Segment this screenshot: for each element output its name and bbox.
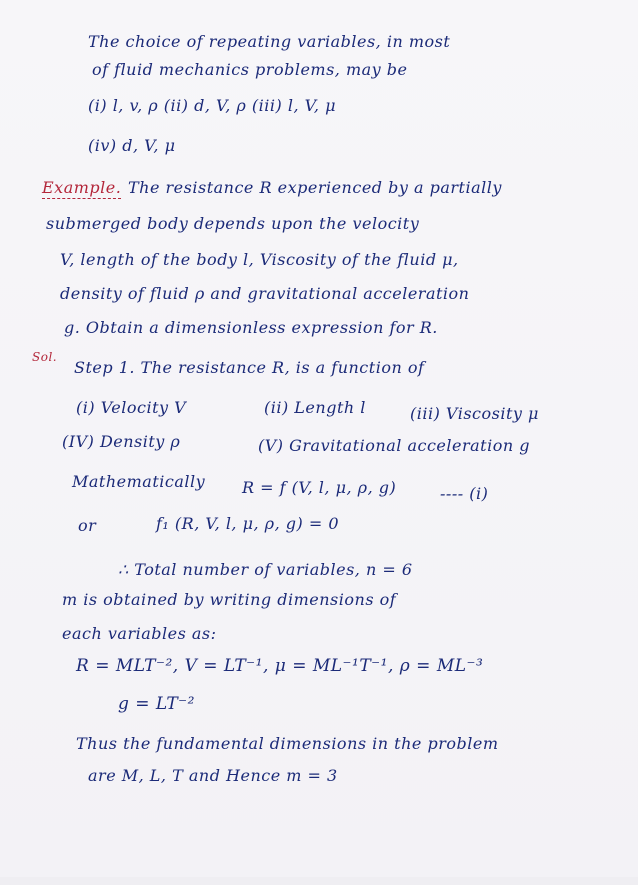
solution-label: Sol. — [32, 350, 58, 364]
m-obtained-line: m is obtained by writing dimensions of — [62, 590, 397, 609]
step-1-line: Step 1. The resistance R, is a function of — [74, 358, 425, 377]
function-equation: R = f (V, l, μ, ρ, g) — [242, 478, 397, 497]
options-line-2: (iv) d, V, μ — [88, 136, 176, 155]
example-line-3: V, length of the body l, Viscosity of the fluid μ, — [60, 250, 459, 269]
example-line-1: The resistance R experienced by a partially — [128, 178, 502, 197]
gravity-dimension: g = LT⁻² — [118, 694, 195, 714]
example-line-2: submerged body depends upon the velocity — [46, 214, 420, 233]
intro-line-1: The choice of repeating variables, in most — [88, 32, 451, 51]
variable-length: (ii) Length l — [264, 398, 366, 417]
mathematically-label: Mathematically — [72, 472, 206, 491]
variable-gravity: (V) Gravitational acceleration g — [258, 436, 530, 455]
each-variables-line: each variables as: — [62, 624, 217, 643]
m-value-line: are M, L, T and Hence m = 3 — [88, 766, 338, 785]
fundamental-dimensions-line: Thus the fundamental dimensions in the problem — [76, 734, 499, 753]
example-line-4: density of fluid ρ and gravitational acceleration — [60, 284, 470, 303]
dimensions-equation: R = MLT⁻², V = LT⁻¹, μ = ML⁻¹T⁻¹, ρ = ML⁻³ — [76, 656, 484, 676]
page-bottom-edge — [0, 877, 638, 885]
variable-density: (IV) Density ρ — [62, 432, 181, 451]
example-line-5: g. Obtain a dimensionless expression for R. — [64, 318, 438, 337]
intro-line-2: of fluid mechanics problems, may be — [92, 60, 408, 79]
equation-number: ---- (i) — [440, 484, 489, 503]
or-label: or — [78, 516, 97, 535]
total-variables-line: ∴ Total number of variables, n = 6 — [118, 560, 413, 579]
variable-viscosity: (iii) Viscosity μ — [410, 404, 539, 423]
variable-velocity: (i) Velocity V — [76, 398, 187, 417]
implicit-function-equation: f₁ (R, V, l, μ, ρ, g) = 0 — [156, 514, 339, 533]
options-line-1: (i) l, v, ρ (ii) d, V, ρ (iii) l, V, μ — [88, 96, 336, 115]
example-label: Example. — [42, 178, 122, 197]
